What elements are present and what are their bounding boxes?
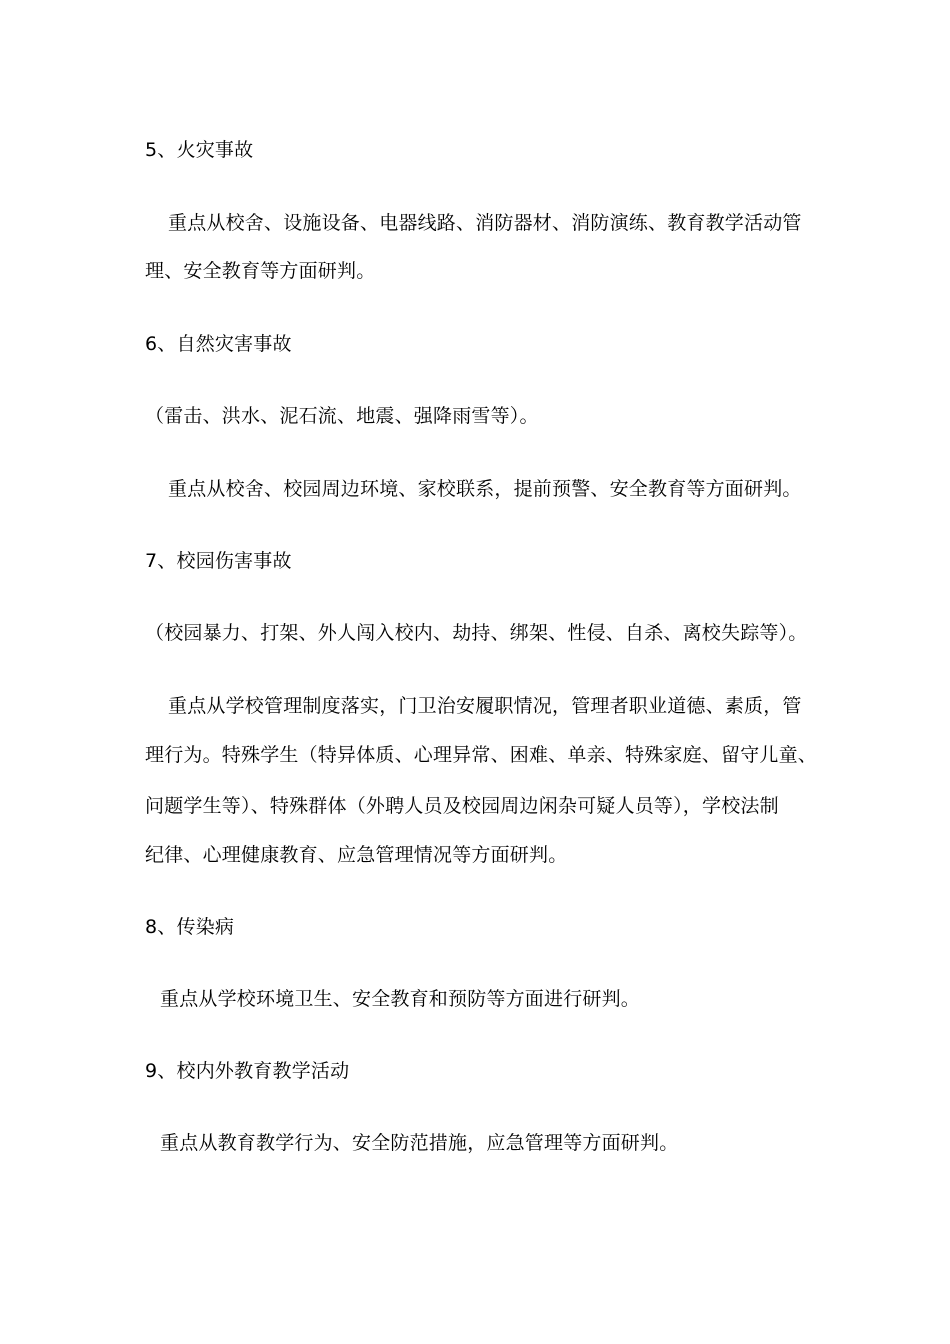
paragraph-fire-line-1: 重点从校舍、设施设备、电器线路、消防器材、消防演练、教育教学活动管 xyxy=(168,212,802,234)
heading-infectious-disease: 8、传染病 xyxy=(145,916,235,938)
paragraph-teaching-activities: 重点从教育教学行为、安全防范措施，应急管理等方面研判。 xyxy=(160,1132,679,1154)
paragraph-campus-injury-line-1: 重点从学校管理制度落实，门卫治安履职情况，管理者职业道德、素质，管 xyxy=(168,695,802,717)
heading-fire-accident: 5、火灾事故 xyxy=(145,139,254,161)
heading-natural-disaster: 6、自然灾害事故 xyxy=(145,333,292,355)
campus-injury-examples: （校园暴力、打架、外人闯入校内、劫持、绑架、性侵、自杀、离校失踪等）。 xyxy=(145,622,808,644)
heading-teaching-activities: 9、校内外教育教学活动 xyxy=(145,1060,350,1082)
paragraph-campus-injury-line-4: 纪律、心理健康教育、应急管理情况等方面研判。 xyxy=(145,844,568,866)
natural-disaster-examples: （雷击、洪水、泥石流、地震、强降雨雪等）。 xyxy=(145,405,539,427)
paragraph-fire-line-2: 理、安全教育等方面研判。 xyxy=(145,260,376,282)
paragraph-infectious-disease: 重点从学校环境卫生、安全教育和预防等方面进行研判。 xyxy=(160,988,641,1010)
paragraph-campus-injury-line-2: 理行为。特殊学生（特异体质、心理异常、困难、单亲、特殊家庭、留守儿童、 xyxy=(145,744,818,766)
paragraph-campus-injury-line-3: 问题学生等）、特殊群体（外聘人员及校园周边闲杂可疑人员等），学校法制 xyxy=(145,795,779,817)
paragraph-natural-disaster: 重点从校舍、校园周边环境、家校联系，提前预警、安全教育等方面研判。 xyxy=(168,478,802,500)
heading-campus-injury: 7、校园伤害事故 xyxy=(145,550,292,572)
